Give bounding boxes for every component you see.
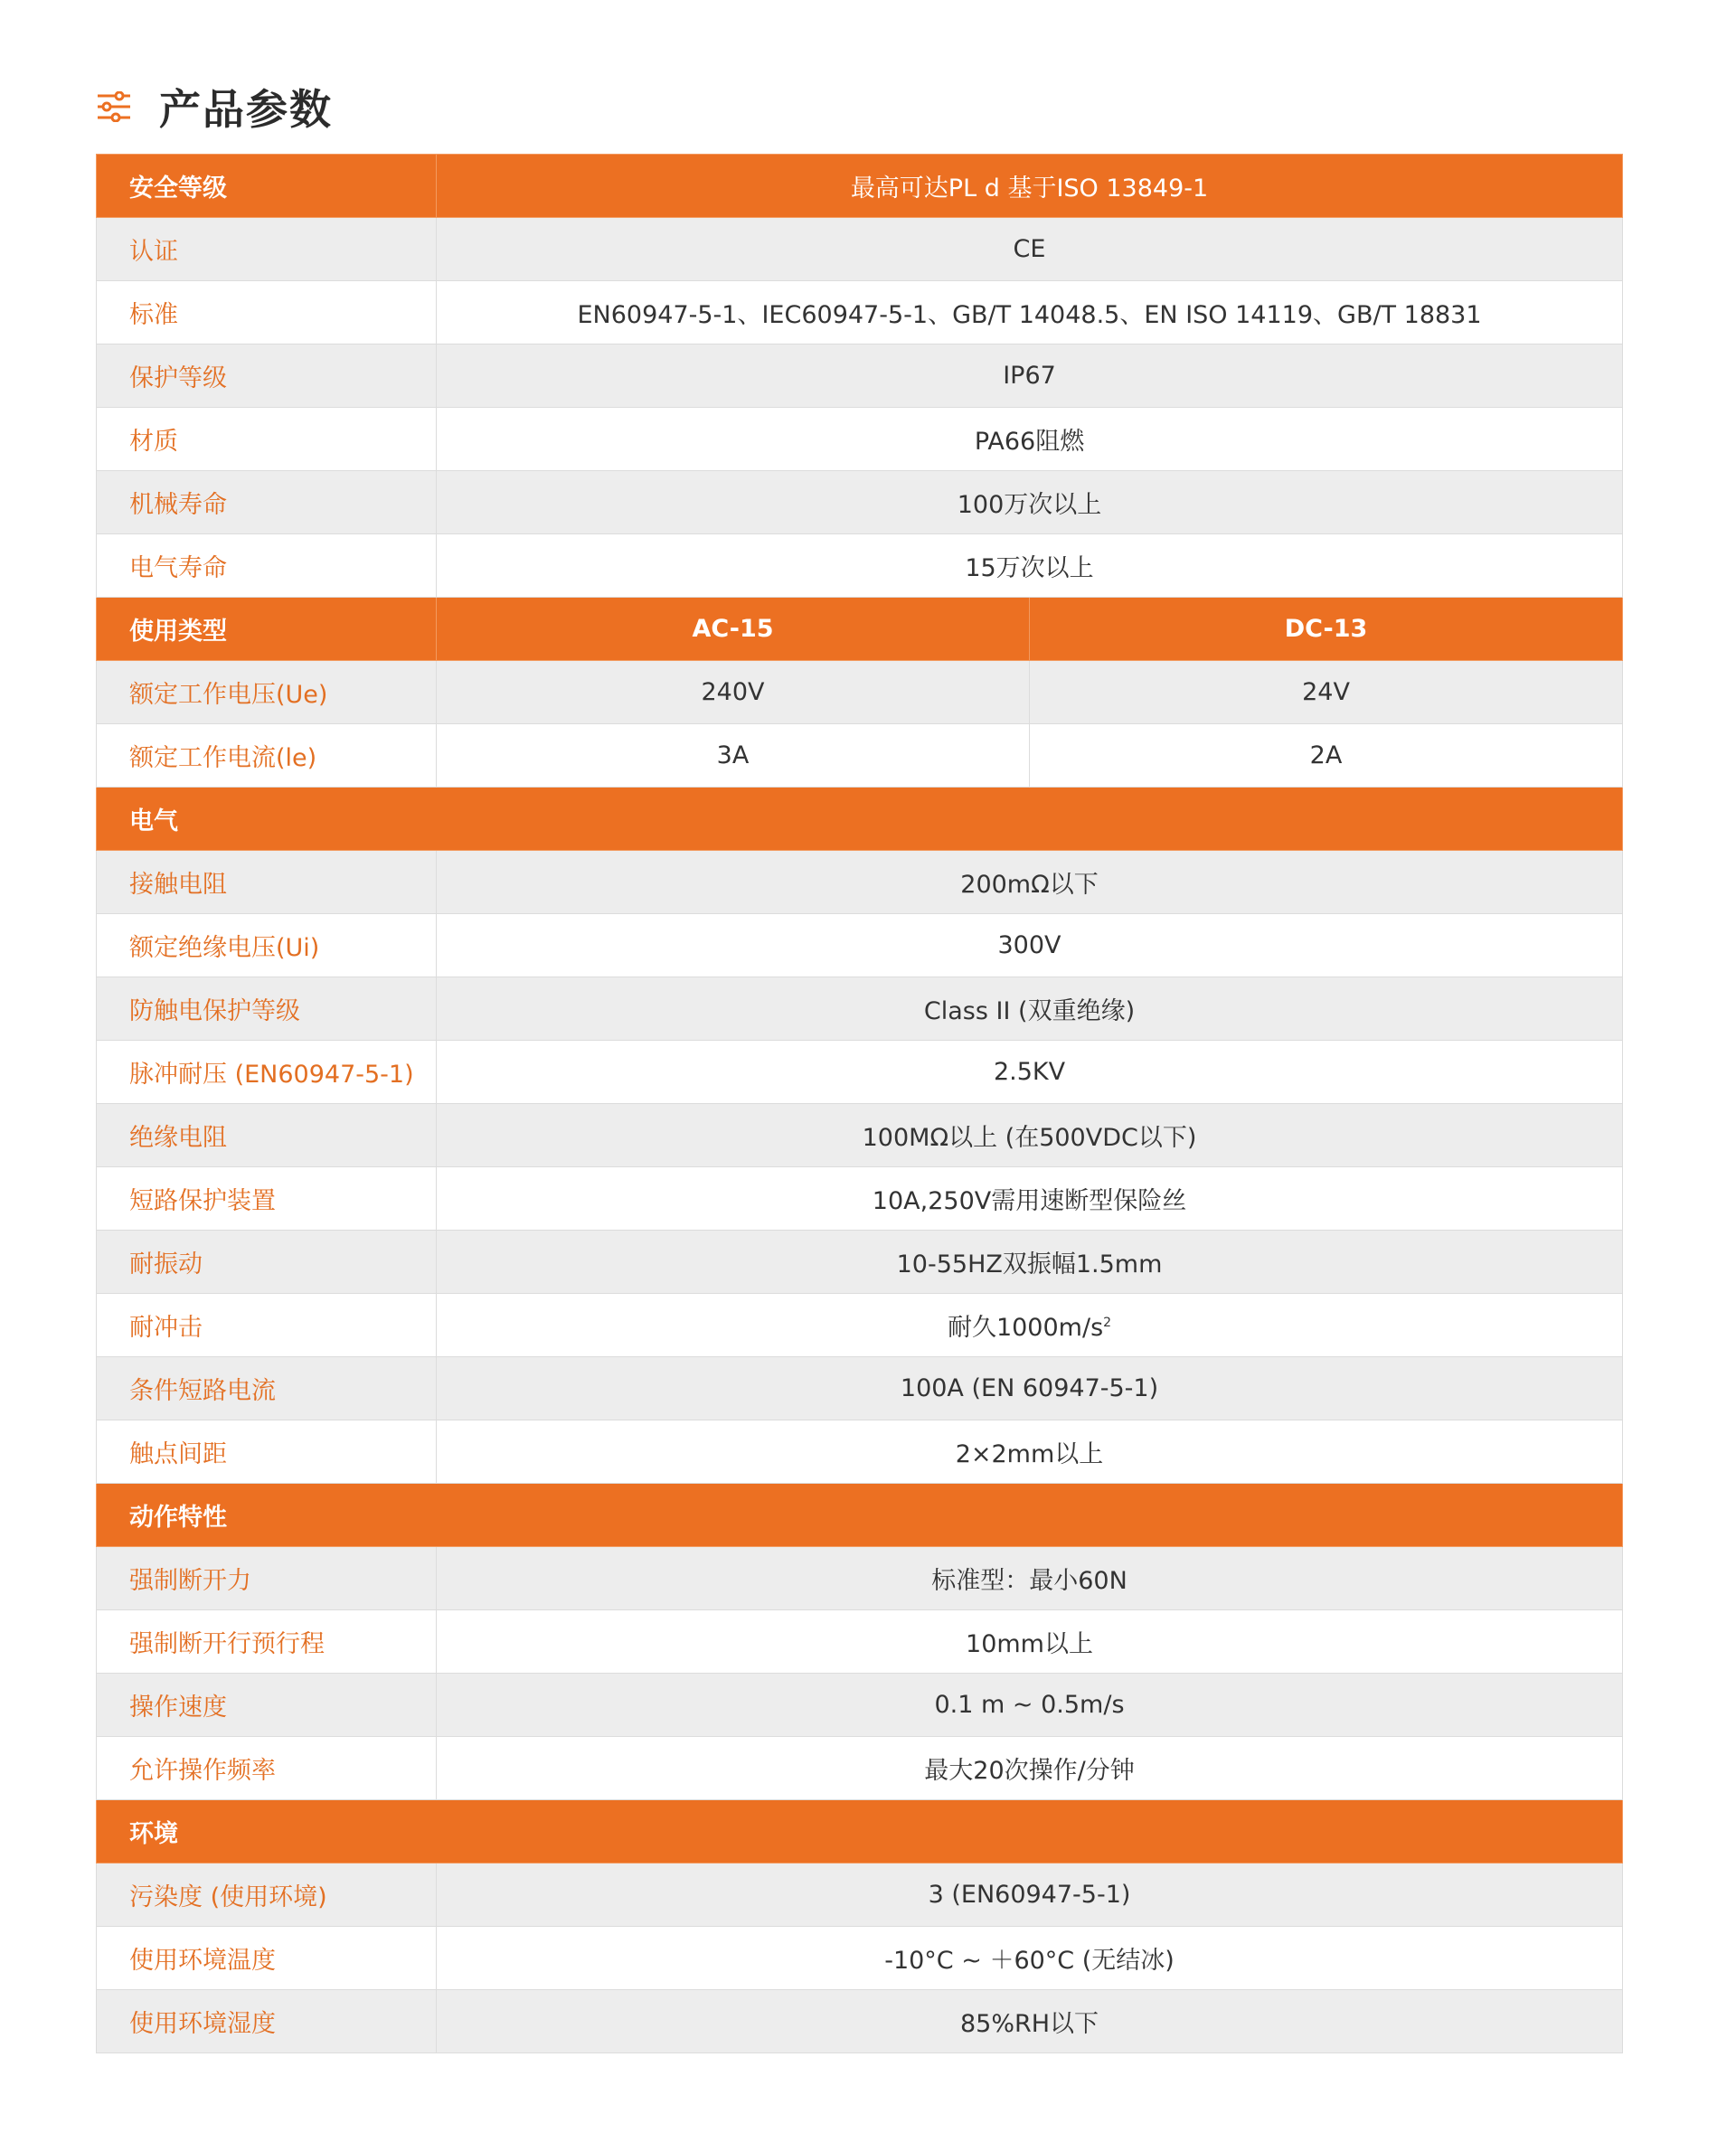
row-value: Class II (双重绝缘) — [437, 977, 1623, 1041]
row-value: 10mm以上 — [437, 1610, 1623, 1674]
table-row-contact-gap — [97, 1420, 1623, 1484]
row-value: 0.1 m ~ 0.5m/s — [437, 1674, 1623, 1737]
row-value: 100A (EN 60947-5-1) — [437, 1357, 1623, 1420]
table-row-ambient-temperature — [97, 1927, 1623, 1990]
row-value: 200mΩ以下 — [437, 851, 1623, 914]
table-row-shock-protection — [97, 977, 1623, 1041]
row-label: 允许操作频率 — [97, 1737, 437, 1800]
row-label: 操作速度 — [97, 1674, 437, 1737]
row-value-ac: 3A — [437, 724, 1030, 788]
row-value: 85%RH以下 — [437, 1990, 1623, 2053]
row-value: 100MΩ以上 (在500VDC以下) — [437, 1104, 1623, 1167]
row-value: 10-55HZ双振幅1.5mm — [437, 1231, 1623, 1294]
row-value — [437, 1294, 1623, 1357]
row-value: EN60947-5-1、IEC60947-5-1、GB/T 14048.5、EN ISO 14119、GB/T 18831 — [437, 281, 1623, 344]
column-header-ac: AC-15 — [437, 598, 1030, 661]
row-label: 标准 — [97, 281, 437, 344]
row-label: 使用类型 — [97, 598, 437, 661]
spec-table — [96, 154, 1623, 2053]
row-label: 认证 — [97, 218, 437, 281]
table-row-standard — [97, 281, 1623, 344]
table-row-shock — [97, 1294, 1623, 1357]
row-value: 最高可达PL d 基于ISO 13849-1 — [437, 155, 1623, 218]
section-header-electrical — [97, 788, 1623, 851]
section-header-environment — [97, 1800, 1623, 1864]
row-label: 强制断开力 — [97, 1547, 437, 1610]
row-label: 电气寿命 — [97, 534, 437, 598]
row-label: 触点间距 — [97, 1420, 437, 1484]
row-value: 10A,250V需用速断型保险丝 — [437, 1167, 1623, 1231]
row-label: 污染度 (使用环境) — [97, 1864, 437, 1927]
table-row-forced-break-force — [97, 1547, 1623, 1610]
table-row-contact-resistance — [97, 851, 1623, 914]
page-header — [96, 80, 333, 134]
table-row-forced-break-travel — [97, 1610, 1623, 1674]
table-row-pollution-degree — [97, 1864, 1623, 1927]
table-row-mechanical-life — [97, 471, 1623, 534]
row-value: PA66阻燃 — [437, 408, 1623, 471]
row-label: 耐冲击 — [97, 1294, 437, 1357]
row-label: 强制断开行预行程 — [97, 1610, 437, 1674]
table-row-operating-speed — [97, 1674, 1623, 1737]
table-row-usage-type — [97, 598, 1623, 661]
row-label: 脉冲耐压 (EN60947-5-1) — [97, 1041, 437, 1104]
row-label: 条件短路电流 — [97, 1357, 437, 1420]
row-value: 15万次以上 — [437, 534, 1623, 598]
row-value: 2×2mm以上 — [437, 1420, 1623, 1484]
row-label: 额定工作电压(Ue) — [97, 661, 437, 724]
section-title: 环境 — [97, 1800, 1623, 1864]
row-label: 接触电阻 — [97, 851, 437, 914]
section-title: 动作特性 — [97, 1484, 1623, 1547]
row-value-text: 耐久1000m/s — [947, 1314, 1104, 1342]
row-label: 材质 — [97, 408, 437, 471]
table-row-certification — [97, 218, 1623, 281]
row-value: IP67 — [437, 344, 1623, 408]
row-value-dc: 24V — [1030, 661, 1623, 724]
row-label: 耐振动 — [97, 1231, 437, 1294]
row-value-dc: 2A — [1030, 724, 1623, 788]
row-value: CE — [437, 218, 1623, 281]
superscript: 2 — [1103, 1316, 1112, 1330]
table-row-conditional-short-circuit — [97, 1357, 1623, 1420]
table-row-rated-voltage — [97, 661, 1623, 724]
table-row-operating-frequency — [97, 1737, 1623, 1800]
row-label: 保护等级 — [97, 344, 437, 408]
section-header-action — [97, 1484, 1623, 1547]
row-label: 安全等级 — [97, 155, 437, 218]
table-row-insulation-voltage — [97, 914, 1623, 977]
sliders-icon — [96, 91, 132, 122]
table-row-protection-level — [97, 344, 1623, 408]
row-label: 防触电保护等级 — [97, 977, 437, 1041]
table-row-ambient-humidity — [97, 1990, 1623, 2053]
page-title: 产品参数 — [159, 85, 333, 134]
section-title: 电气 — [97, 788, 1623, 851]
table-row-material — [97, 408, 1623, 471]
row-value: 2.5KV — [437, 1041, 1623, 1104]
row-value: 标准型：最小60N — [437, 1547, 1623, 1610]
row-value-ac: 240V — [437, 661, 1030, 724]
row-label: 额定绝缘电压(Ui) — [97, 914, 437, 977]
row-value: 最大20次操作/分钟 — [437, 1737, 1623, 1800]
row-label: 绝缘电阻 — [97, 1104, 437, 1167]
row-value: 100万次以上 — [437, 471, 1623, 534]
table-row-electrical-life — [97, 534, 1623, 598]
row-label: 使用环境湿度 — [97, 1990, 437, 2053]
table-row-short-circuit-protection — [97, 1167, 1623, 1231]
table-row-impulse-voltage — [97, 1041, 1623, 1104]
column-header-dc: DC-13 — [1030, 598, 1623, 661]
row-value: 3 (EN60947-5-1) — [437, 1864, 1623, 1927]
table-row-safety-level — [97, 155, 1623, 218]
row-label: 短路保护装置 — [97, 1167, 437, 1231]
table-row-insulation-resistance — [97, 1104, 1623, 1167]
table-row-rated-current — [97, 724, 1623, 788]
table-row-vibration — [97, 1231, 1623, 1294]
row-value: 300V — [437, 914, 1623, 977]
row-label: 使用环境温度 — [97, 1927, 437, 1990]
row-label: 机械寿命 — [97, 471, 437, 534]
row-value: -10°C ~ ＋60°C (无结冰) — [437, 1927, 1623, 1990]
row-label: 额定工作电流(le) — [97, 724, 437, 788]
